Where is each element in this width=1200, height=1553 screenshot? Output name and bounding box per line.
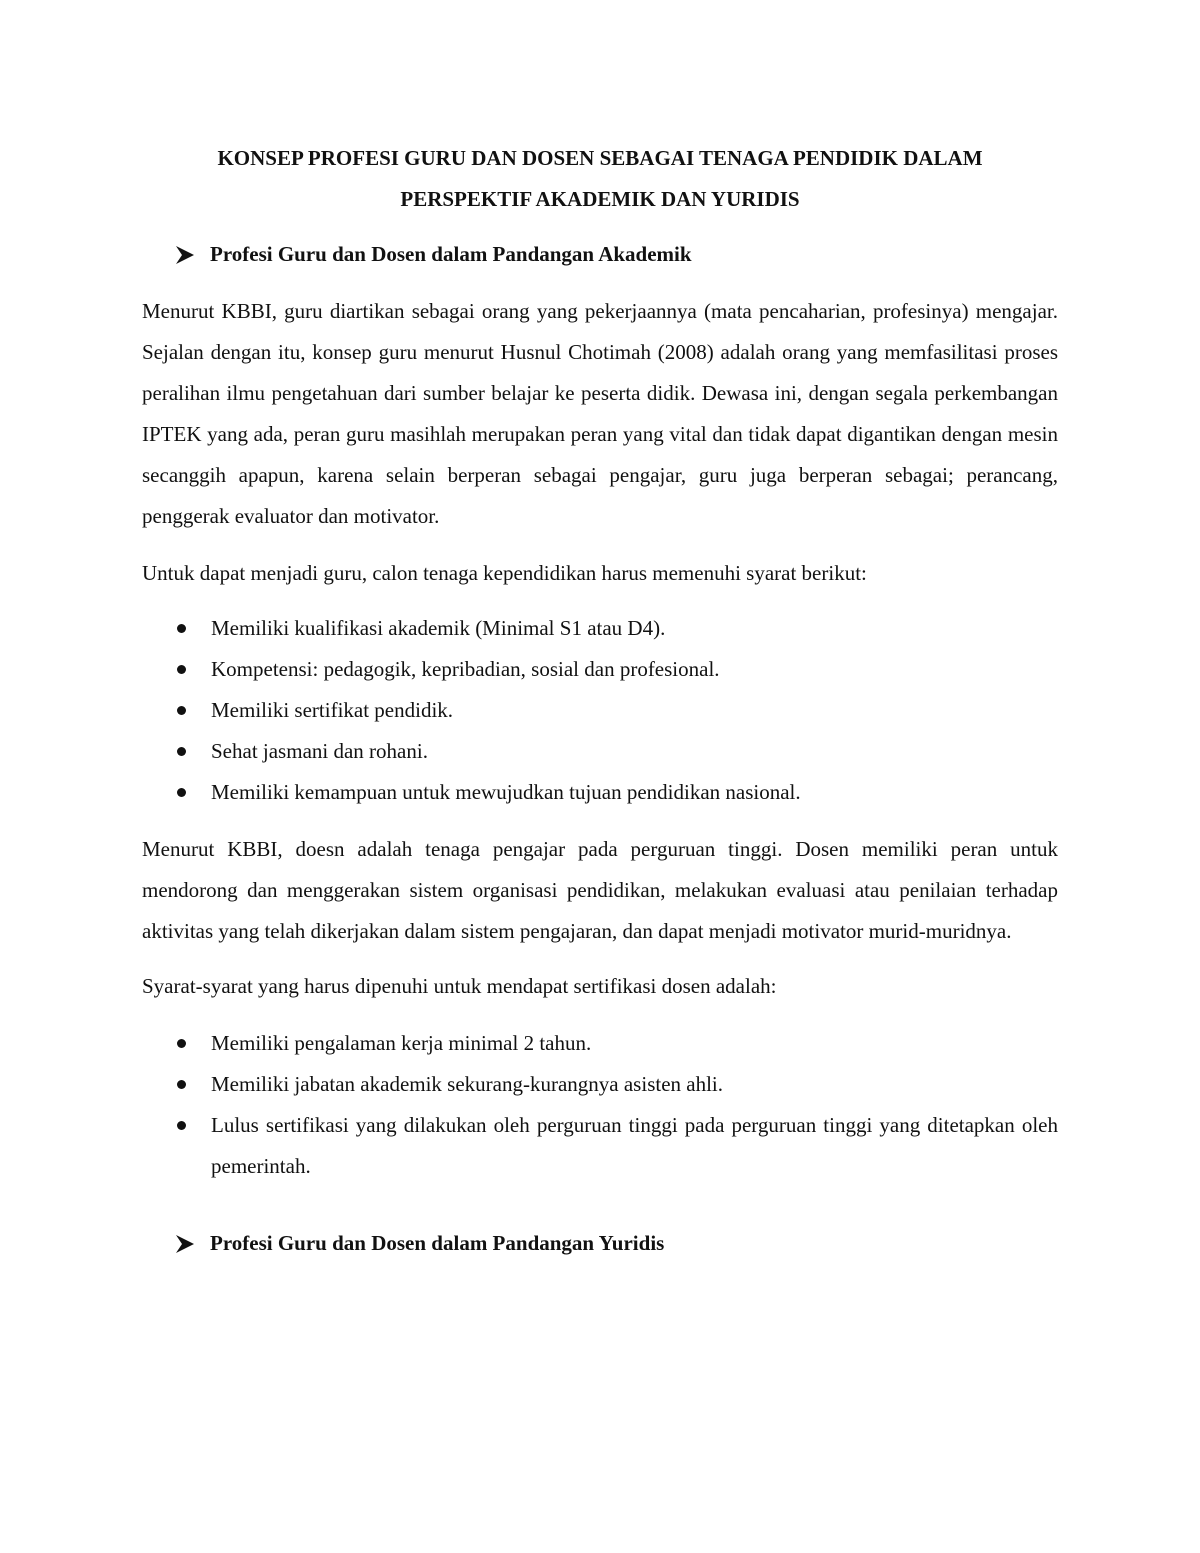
section-heading-yuridis-text: Profesi Guru dan Dosen dalam Pandangan Yuridis	[210, 1231, 665, 1255]
list-item	[142, 1023, 1058, 1064]
list-item	[142, 1064, 1058, 1105]
bullet-icon	[177, 747, 186, 756]
document-content	[142, 138, 1058, 1264]
document-title-line-1: KONSEP PROFESI GURU DAN DOSEN SEBAGAI TENAGA PENDIDIK DALAM	[217, 146, 983, 170]
list-item-text: Memiliki jabatan akademik sekurang-kurangnya asisten ahli.	[211, 1072, 724, 1096]
list-item	[142, 772, 1058, 813]
paragraph-dosen-requirements-intro: Syarat-syarat yang harus dipenuhi untuk mendapat sertifikasi dosen adalah:	[142, 974, 777, 998]
list-item	[142, 1105, 1058, 1187]
arrowhead-right-icon	[174, 245, 196, 265]
list-item-text: Memiliki kemampuan untuk mewujudkan tujuan pendidikan nasional.	[211, 780, 801, 804]
bullet-icon	[177, 624, 186, 633]
section-heading-akademik-text: Profesi Guru dan Dosen dalam Pandangan Akademik	[210, 242, 692, 266]
list-item	[142, 608, 1058, 649]
list-item-text: Memiliki kualifikasi akademik (Minimal S1 atau D4).	[211, 616, 666, 640]
bullet-icon	[177, 788, 186, 797]
document-title-line-2: PERSPEKTIF AKADEMIK DAN YURIDIS	[400, 187, 800, 211]
arrowhead-right-icon	[174, 1234, 196, 1254]
list-item	[142, 649, 1058, 690]
bullet-icon	[177, 1080, 186, 1089]
list-item-text: Sehat jasmani dan rohani.	[211, 739, 428, 763]
list-item	[142, 731, 1058, 772]
paragraph-dosen-definition: Menurut KBBI, doesn adalah tenaga pengajar pada perguruan tinggi. Dosen memiliki peran untuk mendorong dan menggerakan sistem organisasi pendidikan, melakukan evaluasi atau penilaian terhadap aktivitas yang telah dikerjakan dalam sistem pengajaran, dan dapat menjadi motivator murid-muridnya.	[142, 837, 1058, 943]
list-item-text: Kompetensi: pedagogik, kepribadian, sosial dan profesional.	[211, 657, 720, 681]
list-item-text: Memiliki pengalaman kerja minimal 2 tahun.	[211, 1031, 592, 1055]
bullet-icon	[177, 1039, 186, 1048]
bullet-icon	[177, 665, 186, 674]
paragraph-guru-definition: Menurut KBBI, guru diartikan sebagai orang yang pekerjaannya (mata pencaharian, profesinya) mengajar. Sejalan dengan itu, konsep guru menurut Husnul Chotimah (2008) adalah orang yang memfasilitasi proses peralihan ilmu pengetahuan dari sumber belajar ke peserta didik. Dewasa ini, dengan segala perkembangan IPTEK yang ada, peran guru masihlah merupakan peran yang vital dan tidak dapat digantikan dengan mesin secanggih apapun, karena selain berperan sebagai pengajar, guru juga berperan sebagai; perancang, penggerak evaluator dan motivator.	[142, 299, 1058, 528]
bullet-icon	[177, 706, 186, 715]
guru-requirements-list	[142, 608, 1058, 813]
paragraph-guru-requirements-intro: Untuk dapat menjadi guru, calon tenaga kependidikan harus memenuhi syarat berikut:	[142, 561, 867, 585]
bullet-icon	[177, 1121, 186, 1130]
list-item-text: Lulus sertifikasi yang dilakukan oleh perguruan tinggi pada perguruan tinggi yang ditetapkan oleh pemerintah.	[211, 1113, 1058, 1178]
dosen-requirements-list	[142, 1023, 1058, 1187]
section-heading-yuridis	[142, 1223, 1058, 1264]
list-item	[142, 690, 1058, 731]
section-heading-akademik	[142, 234, 1058, 275]
list-item-text: Memiliki sertifikat pendidik.	[211, 698, 454, 722]
